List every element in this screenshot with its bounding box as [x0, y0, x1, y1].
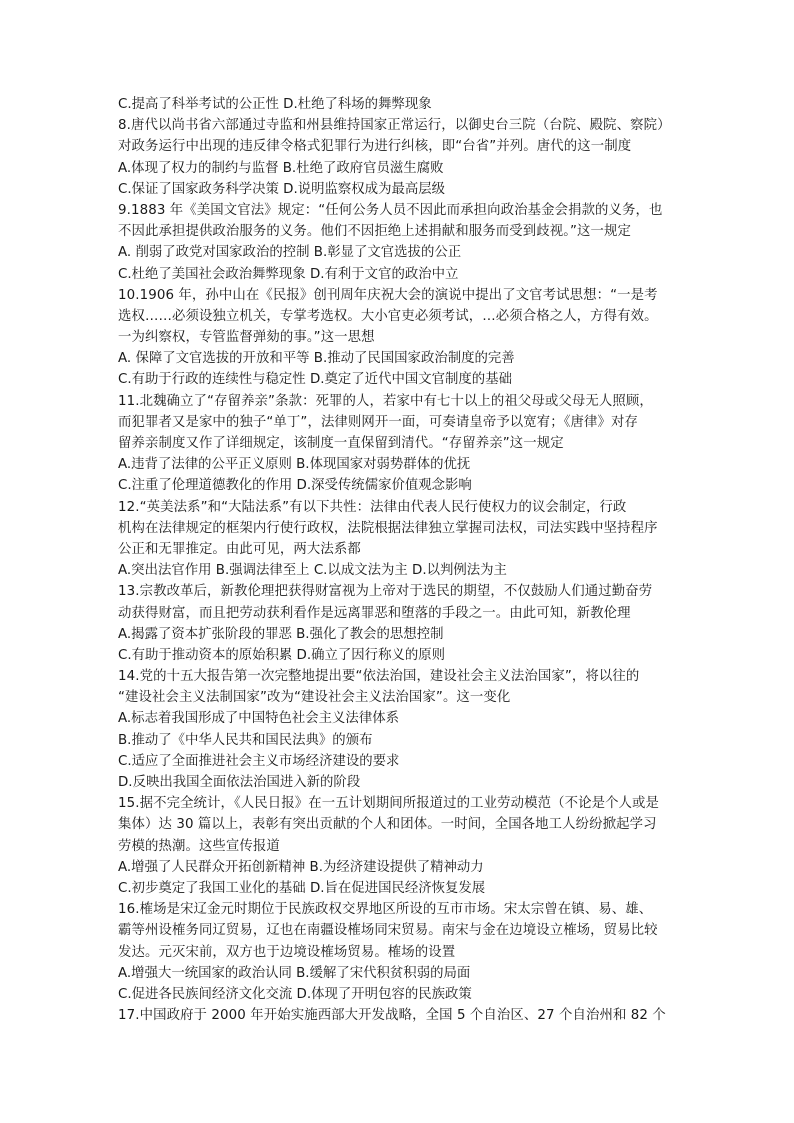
text-line-q13: 动获得财富，而且把劳动获利看作是远离罪恶和堕落的手段之一。由此可知，新教伦理 — [118, 605, 631, 621]
text-line-q10: 选权……必须设独立机关，专掌考选权。大小官吏必须考试，…必须合格之人，方得有效。 — [118, 308, 658, 324]
text-line-q9: 不因此承担提供政治服务的义务。他们不因拒绝上述捐献和服务而受到歧视。”这一规定 — [118, 224, 631, 240]
text-line-q15: 劳模的热潮。这些宣传报道 — [118, 838, 280, 854]
text-line-options-13: C.有助于推动资本的原始积累 D.确立了因行称义的原则 — [118, 647, 446, 663]
text-line-options-9: A. 削弱了政党对国家政治的控制 B.彰显了文官选拔的公正 — [118, 245, 462, 261]
text-line-q13: 13.宗教改革后，新教伦理把获得财富视为上帝对于选民的期望，不仅鼓励人们通过勤奋劳 — [118, 584, 653, 600]
text-line-q11: 11.北魏确立了“存留养亲”条款：死罪的人，若家中有七十以上的祖父母或父母无人照顾， — [118, 393, 653, 409]
text-line-q11: 留养亲制度又作了详细规定，该制度一直保留到清代。“存留养亲”这一规定 — [118, 436, 564, 451]
text-line-options-14: A.标志着我国形成了中国特色社会主义法律体系 — [118, 711, 399, 727]
text-line-options-14: D.反映出我国全面依法治国进入新的阶段 — [118, 775, 361, 790]
text-line-options-13: A.揭露了资本扩张阶段的罪恶 B.强化了教会的思想控制 — [118, 626, 444, 642]
text-line-options-11: C.注重了伦理道德教化的作用 D.深受传统儒家价值观念影响 — [118, 478, 472, 494]
text-line-options-7: C.提高了科举考试的公正性 D.杜绝了科场的舞弊现象 — [118, 97, 432, 112]
text-line-options-15: C.初步奠定了我国工业化的基础 D.旨在促进国民经济恢复发展 — [118, 880, 486, 896]
text-line-q8: 对政务运行中出现的违反律令格式犯罪行为进行纠核，即“台省”并列。唐代的这一制度 — [118, 139, 632, 155]
text-line-options-15: A.增强了人民群众开拓创新精神 B.为经济建设提供了精神动力 — [118, 859, 484, 875]
text-line-q17: 17.中国政府于 2000 年开始实施西部大开发战略，全国 5 个自治区、27 个自治州和 82 个 — [118, 1008, 666, 1024]
text-line-q10: 一为纠察权，专管监督弹劾的事。”这一思想 — [118, 330, 375, 346]
text-line-options-12: A.突出法官作用 B.强调法律至上 C.以成文法为主 D.以判例法为主 — [118, 563, 507, 579]
text-line-q12: 机构在法律规定的框架内行使行政权，法院根据法律独立掌握司法权，司法实践中坚持程序 — [118, 520, 658, 536]
text-line-q14: “建设社会主义法制国家”改为“建设社会主义法治国家”。这一变化 — [118, 690, 511, 706]
text-line-q12: 12.“英美法系”和“大陆法系”有以下共性：法律由代表人民行使权力的议会制定，行政 — [118, 499, 627, 515]
text-line-options-11: A.违背了法律的公平正义原则 B.体现国家对弱势群体的优抚 — [118, 457, 471, 473]
text-line-options-14: C.适应了全面推进社会主义市场经济建设的要求 — [118, 753, 400, 769]
document-page — [118, 94, 678, 1026]
text-line-options-9: C.杜绝了美国社会政治舞弊现象 D.有利于文官的政治中立 — [118, 266, 459, 282]
text-line-options-16: C.促进各民族间经济文化交流 D.体现了开明包容的民族政策 — [118, 986, 472, 1002]
text-line-options-10: A. 保障了文官选拔的开放和平等 B.推动了民国国家政治制度的完善 — [118, 351, 515, 367]
text-line-q14: 14.党的十五大报告第一次完整地提出要“依法治国，建设社会主义法治国家”，将以往的 — [118, 669, 640, 685]
text-line-q8: 8.唐代以尚书省六部通过寺监和州县维持国家正常运行，以御史台三院（台院、殿院、察院） — [118, 118, 671, 134]
text-line-q10: 10.1906 年，孙中山在《民报》创刊周年庆祝大会的演说中提出了文官考试思想：“一是考 — [118, 287, 658, 303]
text-line-options-8: A.体现了权力的制约与监督 B.杜绝了政府官员滋生腐败 — [118, 160, 444, 176]
text-line-options-8: C.保证了国家政务科学决策 D.说明监察权成为最高层级 — [118, 181, 446, 197]
text-line-q15: 15.据不完全统计，《人民日报》在一五计划期间所报道过的工业劳动模范（不论是个人或是 — [118, 796, 660, 812]
text-line-q12: 公正和无罪推定。由此可见，两大法系都 — [118, 541, 361, 557]
text-line-q11: 而犯罪者又是家中的独子“单丁”，法律则网开一面，可奏请皇帝予以宽宥；《唐律》对存 — [118, 414, 639, 430]
text-line-options-14: B.推动了《中华人民共和国民法典》的颁布 — [118, 732, 373, 748]
text-line-q16: 霸等州设榷务同辽贸易，辽也在南疆设榷场同宋贸易。南宋与金在边境设立榷场，贸易比较 — [118, 923, 658, 939]
text-line-q15: 集体）达 30 篇以上，表彰有突出贡献的个人和团体。一时间，全国各地工人纷纷掀起学习 — [118, 817, 657, 833]
text-line-options-10: C.有助于行政的连续性与稳定性 D.奠定了近代中国文官制度的基础 — [118, 372, 512, 388]
text-line-q16: 发达。元灭宋前，双方也于边境设榷场贸易。榷场的设置 — [118, 944, 456, 960]
text-line-options-16: A.增强大一统国家的政治认同 B.缓解了宋代积贫积弱的局面 — [118, 965, 471, 981]
text-line-q16: 16.榷场是宋辽金元时期位于民族政权交界地区所设的互市市场。宋太宗曾在镇、易、雄、 — [118, 902, 653, 918]
text-line-q9: 9.1883 年《美国文官法》规定：“任何公务人员不因此而承担向政治基金会捐款的义务，也 — [118, 202, 663, 218]
